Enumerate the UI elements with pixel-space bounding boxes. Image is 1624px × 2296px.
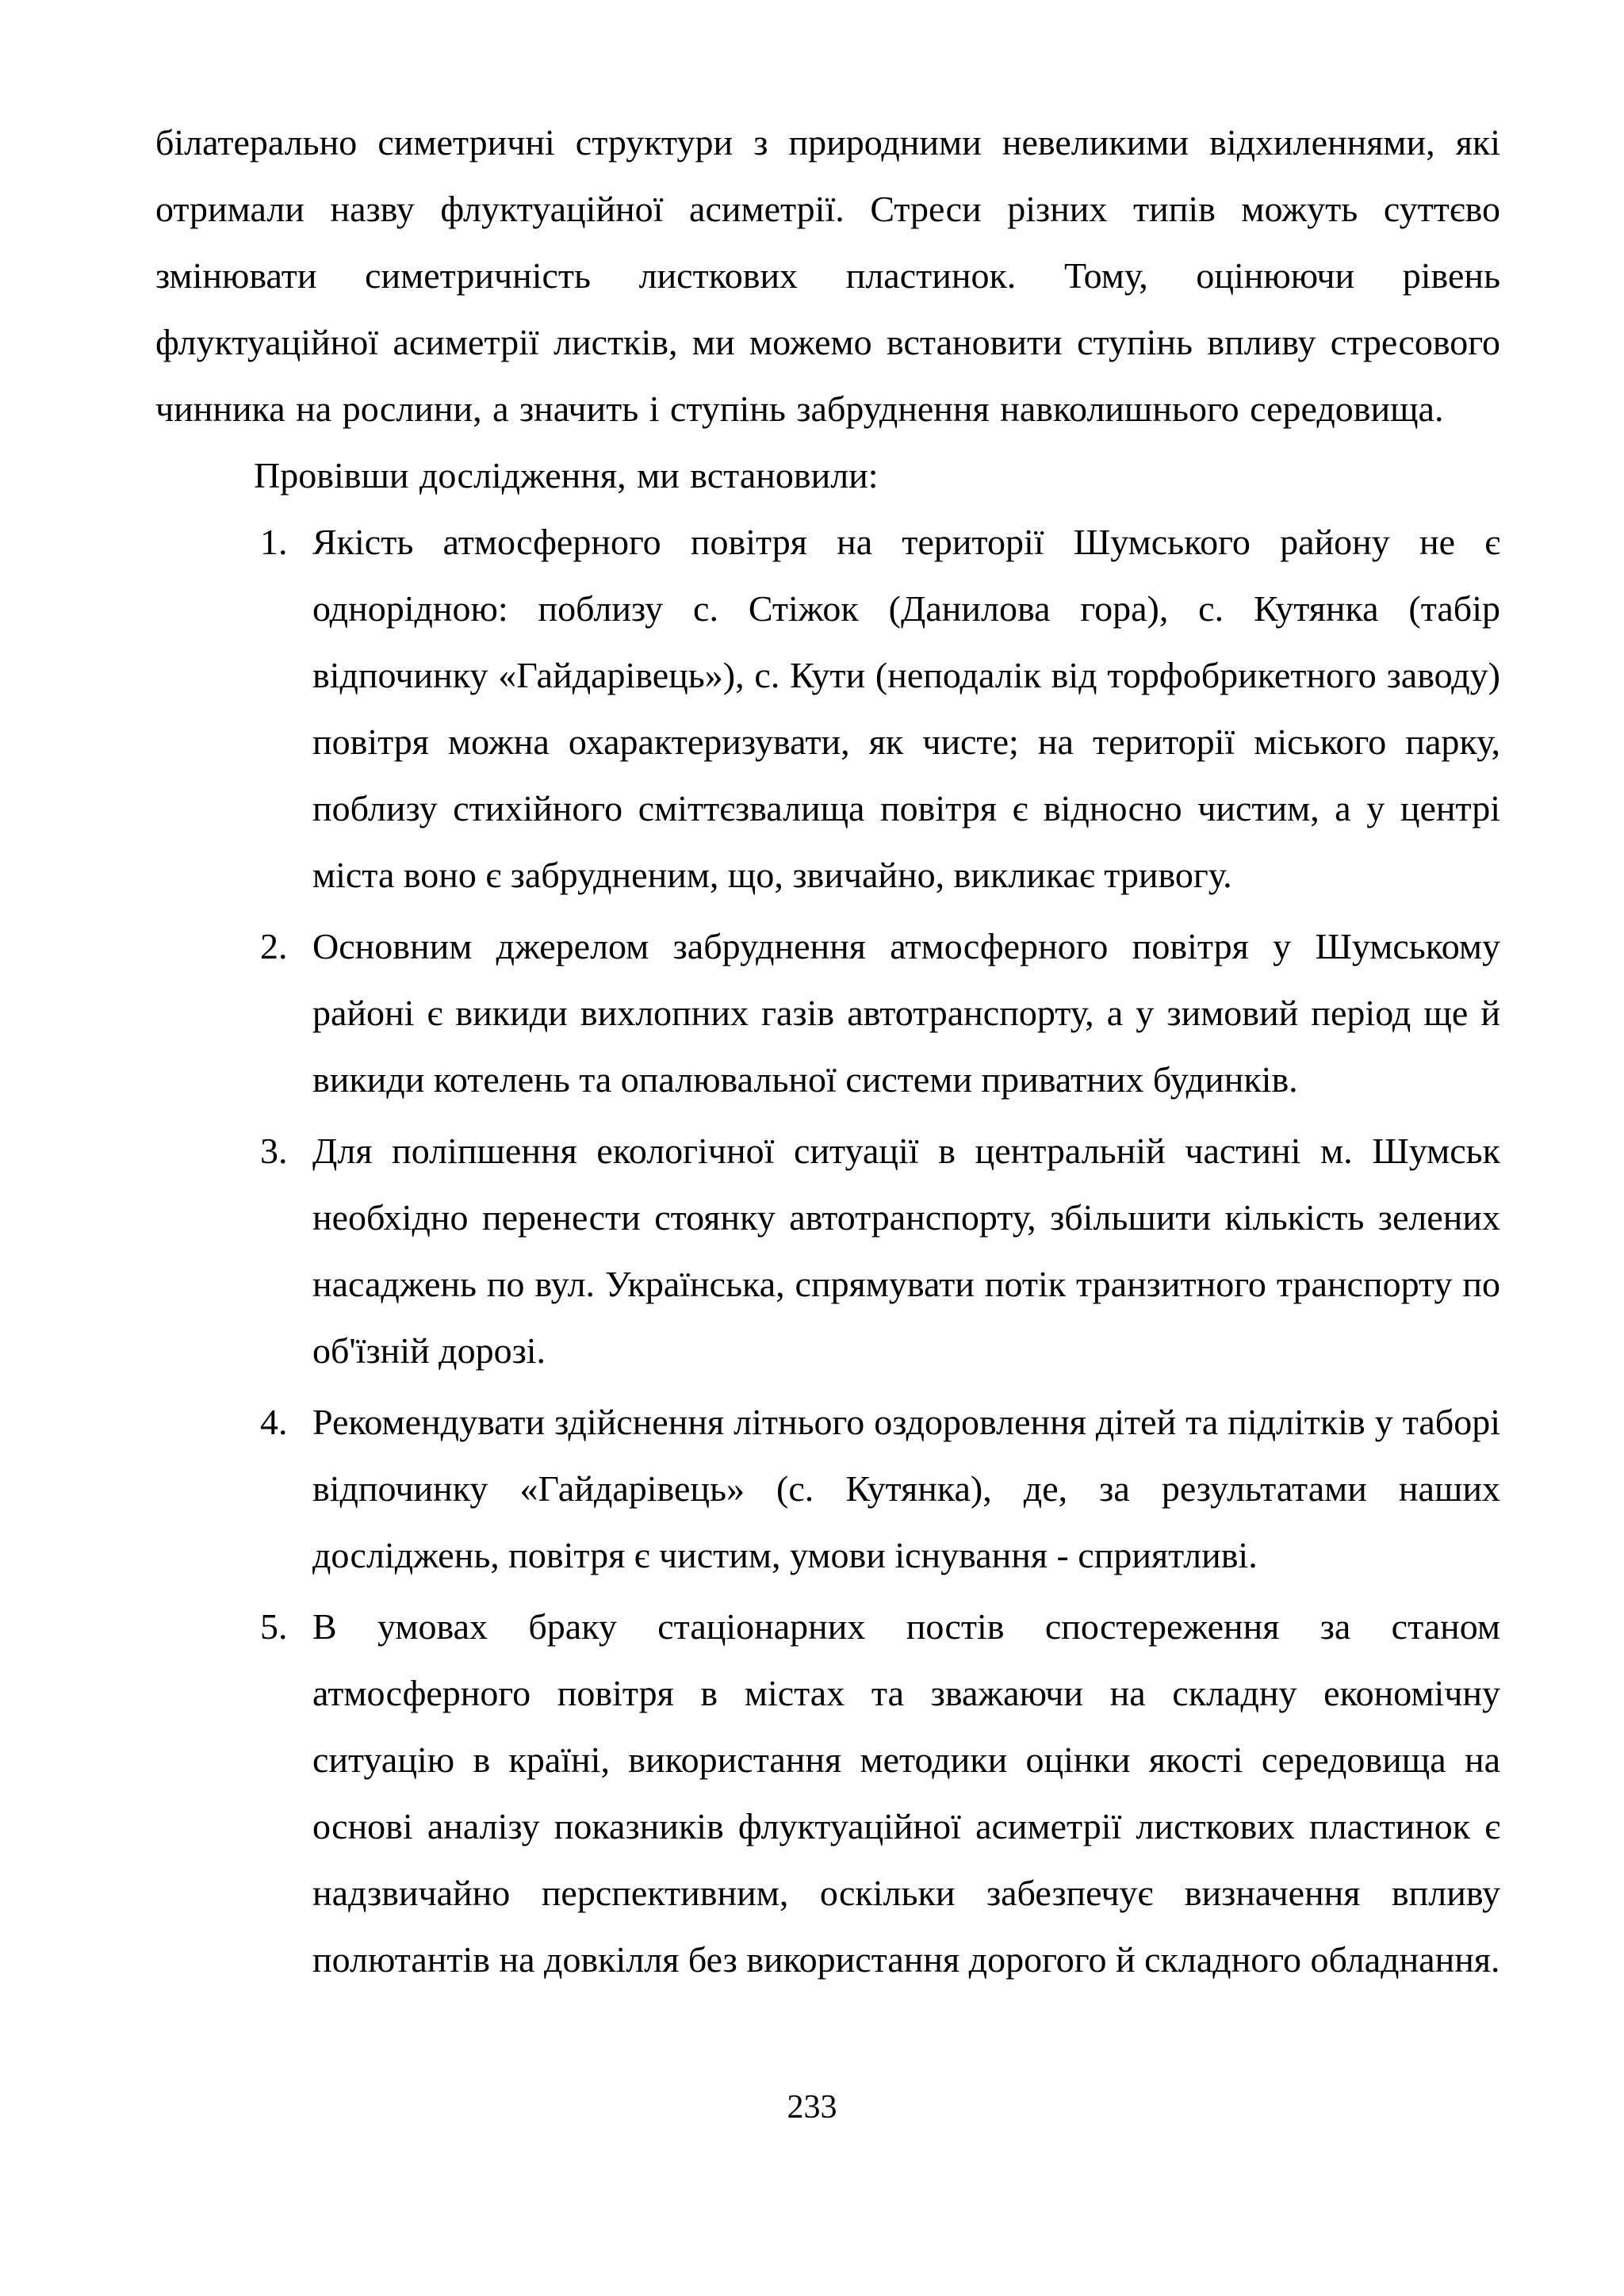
list-item-number: 5.	[260, 1606, 288, 1647]
list-item-number: 3.	[260, 1131, 288, 1171]
list-item-text: Для поліпшення екологічної ситуації в центральній частині м. Шумськ необхідно перенести стоянку автотранспорту, збільшити кількість зелених насаджень по вул. Українська, спрямувати потік транзитного транспорту по об'їзній дорозі.	[312, 1131, 1500, 1371]
list-item	[155, 1118, 1500, 1384]
list-item	[155, 1594, 1500, 1993]
page-number: 233	[787, 2089, 837, 2126]
list-item-number: 4.	[260, 1402, 288, 1442]
list-item-text: Рекомендувати здійснення літнього оздоровлення дітей та підлітків у таборі відпочинку «Гайдарівець» (с. Кутянка), де, за результатами наших досліджень, повітря є чистим, умови існування - сприятливі.	[312, 1402, 1500, 1575]
document-page	[155, 109, 1500, 1993]
list-item-text: Якість атмосферного повітря на території Шумського району не є однорідною: поблизу с. Стіжок (Данилова гора), с. Кутянка (табір відпочинку «Гайдарівець»), с. Кути (неподалік від торфобрикетного заводу) повітря можна охарактеризувати, як чисте; на території міського парку, поблизу стихійного сміттєзвалища повітря є відносно чистим, а у центрі міста воно є забрудненим, що, звичайно, викликає тривогу.	[312, 522, 1500, 895]
list-item	[155, 1389, 1500, 1589]
list-item-text: В умовах браку стаціонарних постів спостереження за станом атмосферного повітря в містах та зважаючи на складну економічну ситуацію в країні, використання методики оцінки якості середовища на основі аналізу показників флуктуаційної асиметрії листкових пластинок є надзвичайно перспективним, оскільки забезпечує визначення впливу полютантів на довкілля без використання дорогого й складного обладнання.	[312, 1606, 1500, 1980]
list-item	[155, 913, 1500, 1113]
lead-in-paragraph: Провівши дослідження, ми встановили:	[254, 455, 879, 496]
findings-list	[155, 509, 1500, 1993]
list-item-number: 2.	[260, 926, 288, 966]
list-item-text: Основним джерелом забруднення атмосферного повітря у Шумському районі є викиди вихлопних газів автотранспорту, а у зимовий період ще й викиди котелень та опалювальної системи приватних будинків.	[312, 926, 1500, 1100]
list-item	[155, 509, 1500, 909]
intro-paragraph: білатерально симетричні структури з природними невеликими відхиленнями, які отримали назву флуктуаційної асиметрії. Стреси різних типів можуть суттєво змінювати симетричність листкових пластинок. Тому, оцінюючи рівень флуктуаційної асиметрії листків, ми можемо встановити ступінь впливу стресового чинника на рослини, а значить і ступінь забруднення навколишнього середовища.	[155, 122, 1500, 429]
list-item-number: 1.	[260, 522, 288, 562]
